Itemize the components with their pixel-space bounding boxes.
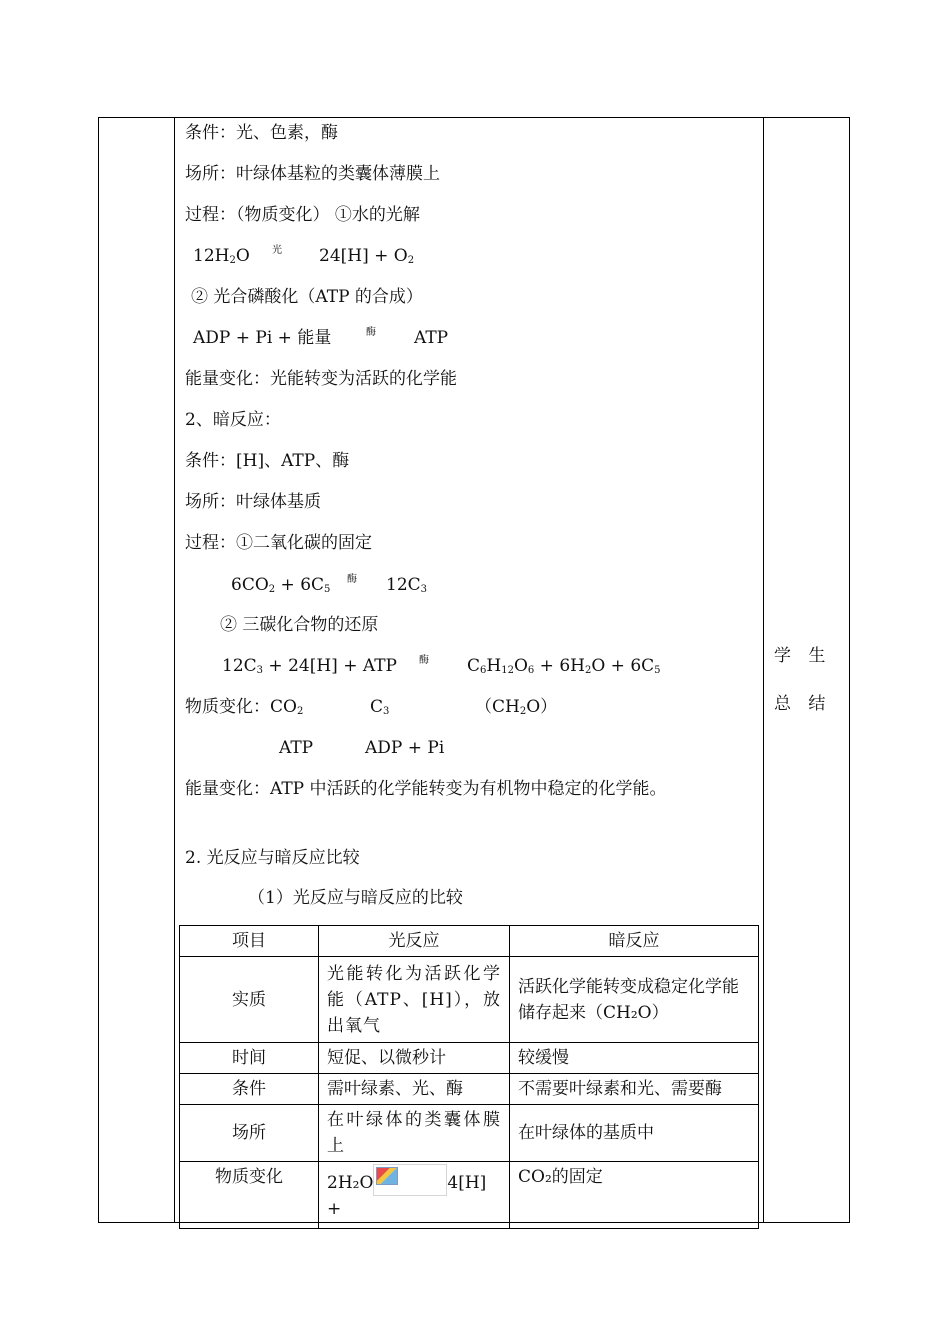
dark-conditions: 条件：[H]、ATP、酶 (185, 451, 350, 471)
header-light: 光反应 (319, 926, 510, 957)
dark-reaction-title: 2、暗反应： (185, 410, 281, 430)
enzyme-label: 酶 (366, 327, 376, 338)
c3-reduction-reactants: $12C_3 + 24[H]$ + ATP (222, 656, 397, 676)
co2-fixation-reactants: $6CO_2 + 6C_5$ (231, 575, 331, 595)
enzyme-label-3: 酶 (419, 655, 429, 666)
atp-synthesis-reactants: ADP + Pi + 能量 (193, 328, 332, 348)
water-photolysis-products: $24[H] + O_2$ (319, 246, 415, 266)
student-summary-label: 学 生 总 结 (774, 646, 832, 714)
dark-process: 过程：①二氧化碳的固定 (185, 533, 372, 553)
matter-change-ch2o: $(CH_2O)$ (475, 697, 558, 717)
comparison-title: 2. 光反应与暗反应比较 (185, 848, 360, 868)
light-condition-label: 光 (272, 245, 282, 256)
light-conditions: 条件：光、色素，酶 (185, 123, 338, 143)
matter-change-co2: 物质变化：$CO_2$ (185, 697, 304, 717)
atp-synthesis-product: ATP (414, 328, 449, 348)
broken-image-icon (373, 1164, 447, 1196)
dark-site: 场所：叶绿体基质 (185, 492, 321, 512)
dark-energy-change: 能量变化：ATP 中活跃的化学能转变为有机物中稳定的化学能。 (185, 779, 667, 799)
c3-reduction-title: ② 三碳化合物的还原 (220, 615, 379, 635)
water-photolysis-equation: $12H_2O$ (193, 246, 250, 266)
header-item: 项目 (180, 926, 319, 957)
table-header-row (180, 926, 759, 957)
table-row: 物质变化 2H₂O 4[H] + CO₂的固定 (180, 1162, 759, 1229)
light-site: 场所：叶绿体基粒的类囊体薄膜上 (185, 164, 440, 184)
table-row: 实质 光能转化为活跃化学能（ATP、[H]），放出氧气 活跃化学能转变成稳定化学能储存起来（CH₂O） (180, 957, 759, 1043)
adp-pi: ADP + Pi (365, 738, 445, 758)
column-divider-right (763, 117, 764, 1223)
matter-change-c3: $C_3$ (370, 697, 390, 717)
table-row: 条件 需叶绿素、光、酶 不需要叶绿素和光、需要酶 (180, 1074, 759, 1105)
header-dark: 暗反应 (510, 926, 759, 957)
column-divider-left (174, 117, 175, 1223)
c3-reduction-products: $C_6H_{12}O_6 + 6H_2O + 6C_5$ (467, 656, 661, 676)
comparison-table (179, 925, 759, 1229)
co2-fixation-product: $12C_3$ (386, 575, 428, 595)
atp-synthesis-title: ② 光合磷酸化（ATP 的合成） (191, 287, 423, 307)
enzyme-label-2: 酶 (347, 574, 357, 585)
matter-change-cell: 2H₂O 4[H] + (319, 1162, 510, 1229)
table-row: 场所 在叶绿体的类囊体膜上 在叶绿体的基质中 (180, 1105, 759, 1162)
atp-word: ATP (279, 738, 314, 758)
table-row: 时间 短促、以微秒计 较缓慢 (180, 1043, 759, 1074)
light-process: 过程：（物质变化） ①水的光解 (185, 205, 420, 225)
comparison-subtitle: （1）光反应与暗反应的比较 (248, 888, 463, 908)
light-energy-change: 能量变化：光能转变为活跃的化学能 (185, 369, 457, 389)
